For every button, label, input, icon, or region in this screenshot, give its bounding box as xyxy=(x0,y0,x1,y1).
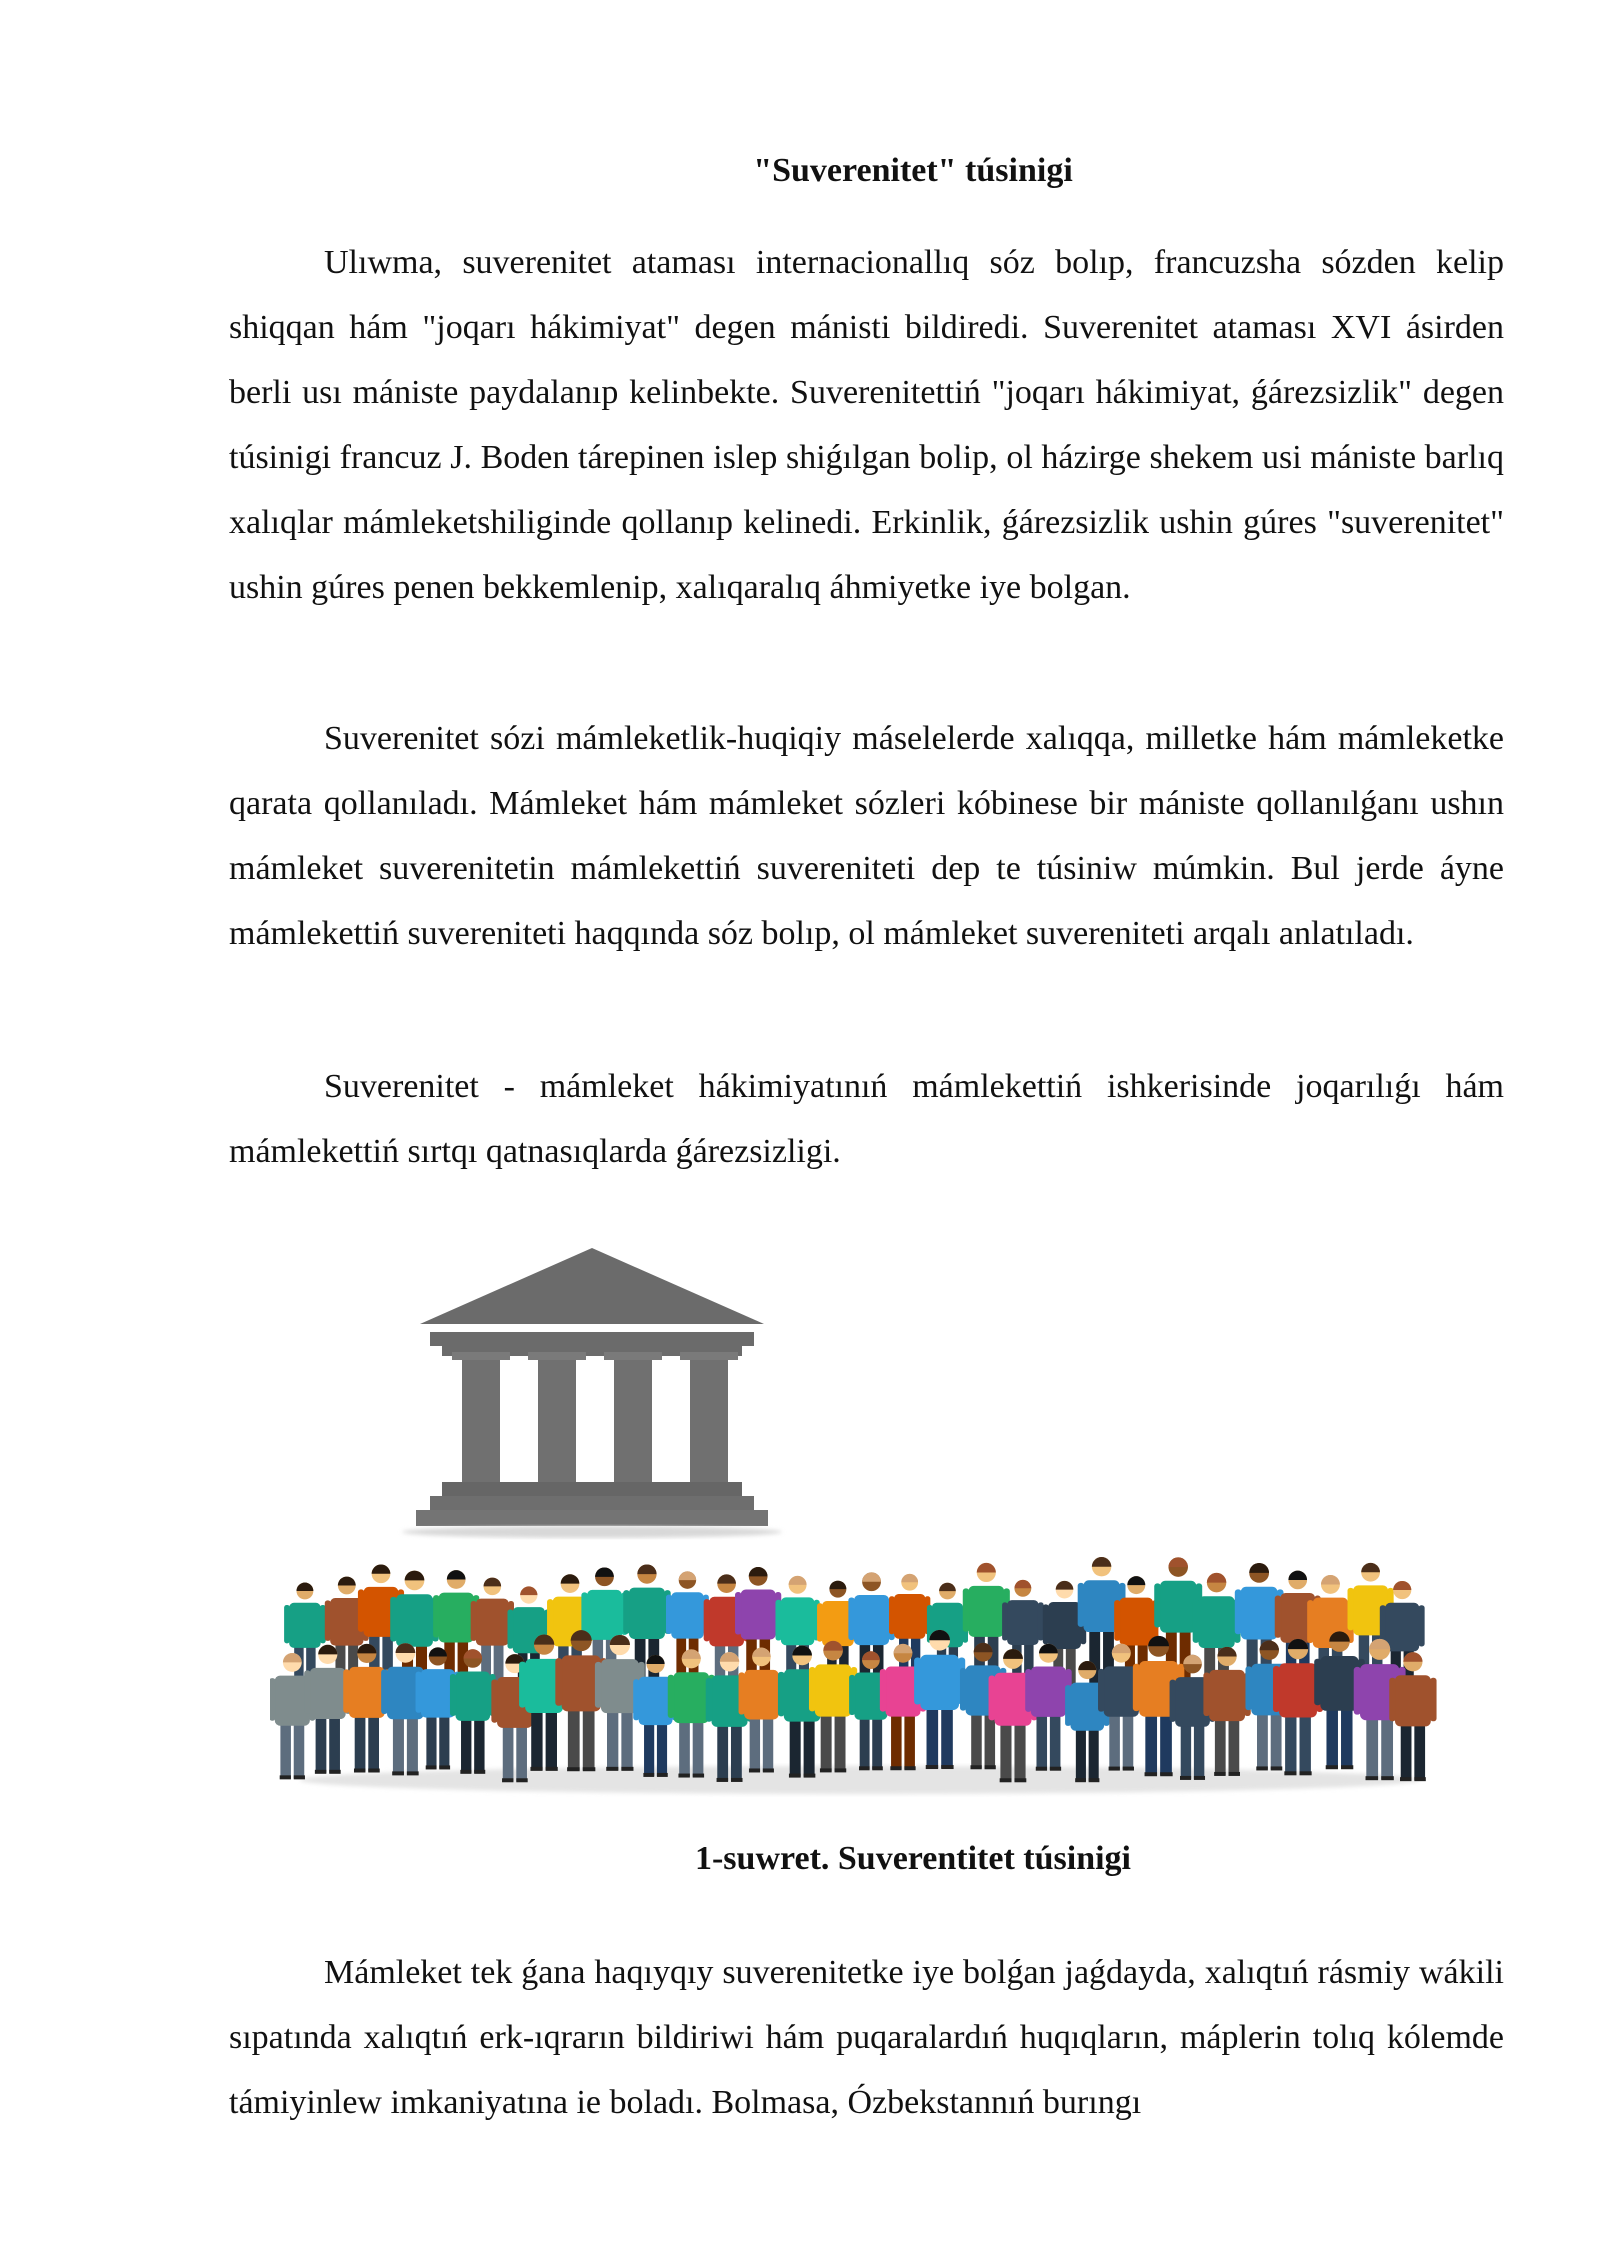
figure-government-people xyxy=(270,1240,1470,1810)
section-title-text: "Suverenitet" túsinigi xyxy=(753,152,1073,189)
paragraph-3: Suverenitet - mámleket hákimiyatınıń mámlekettiń ishkerisinde joqarılıǵı hám mámlekettiń sırtqı qatnasıqlarda ǵárezsizligi. xyxy=(229,1068,1504,1170)
section-title xyxy=(0,148,1600,194)
figure-caption xyxy=(0,1836,1600,1882)
paragraph-2: Suverenitet sózi mámleketlik-huqiqiy máselelerde xalıqqa, milletke hám mámleketke qarata qollanıladı. Mámleket hám mámleket sózleri kóbinese bir mániste qollanılǵanı ushın mámleket suverenitetin mámlekettiń suvereniteti dep te túsiniw múmkin. Bul jerde áyne mámlekettiń suvereniteti haqqında sóz bolıp, ol mámleket suvereniteti arqalı anlatıladı. xyxy=(229,720,1504,952)
crowd-of-people-image xyxy=(270,1557,1437,1794)
figure-illustration xyxy=(270,1240,1470,1810)
paragraph-1: Ulıwma, suverenitet ataması internacionallıq sóz bolıp, francuzsha sózden kelip shiqqan hám "joqarı hákimiyat" degen mánisti bildiredi. Suverenitet ataması XVI ásirden berli usı mániste paydalanıp kelinbekte. Suverenitettiń "joqarı hákimiyat, ǵárezsizlik" degen túsinigi francuz J. Boden tárepinen islep shiǵılgan bolip, ol házirge shekem usi mániste barlıq xalıqlar mámleketshiliginde qollanıp kelinedi. Erkinlik, ǵárezsizlik ushin gúres "suverenitet" ushin gúres penen bekkemlenip, xalıqaralıq áhmiyetke iye bolgan. xyxy=(229,244,1504,606)
figure-caption-text: 1-suwret. Suverentitet túsinigi xyxy=(694,1840,1131,1877)
paragraph-4: Mámleket tek ǵana haqıyqıy suverenitetke iye bolǵan jaǵdayda, xalıqtıń rásmiy wákili sıpatında xalıqtıń erk-ıqrarın bildiriwi hám puqaralardıń huqıqların, máplerin tolıq kólemde támiyinlew imkaniyatına ie boladı. Bolmasa, Ózbekstannıń burıngı xyxy=(229,1954,1504,2121)
government-building-icon xyxy=(402,1248,782,1538)
